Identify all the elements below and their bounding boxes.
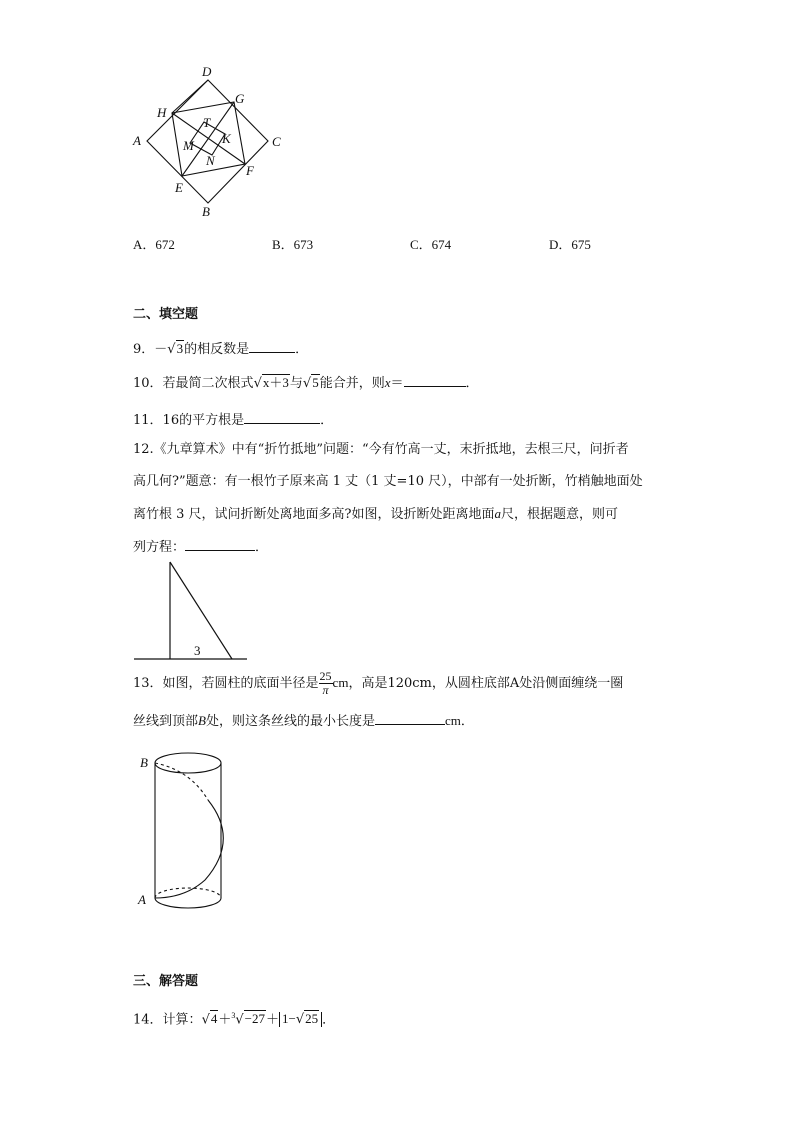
section-heading-answer: 三、解答题 [133,974,199,989]
label-M: M [183,138,194,153]
question-10: 10．若最简二次根式√x＋3与√5能合并，则x＝ ． [133,375,479,391]
question-12-line-1: 12.《九章算术》中有“折竹抵地”问题：“今有竹高一丈，末折抵地，去根三尺，问折者 [133,442,629,457]
label-D: D [202,64,212,79]
label-H: H [157,105,167,120]
question-9: 9．－√3的相反数是 ． [133,341,309,357]
label-B: B [202,204,210,219]
label-G: G [235,91,245,106]
label-B: B [140,755,148,770]
outer-square [147,80,268,203]
question-13-line-2: 丝线到顶部B处，则这条丝线的最小长度是 cm． [133,713,474,729]
question-12-line-4: 列方程： ． [133,537,268,557]
label-N: N [206,153,215,168]
option-a: A．672 [133,237,175,252]
cylinder-figure [132,748,232,913]
label-A: A [138,892,146,907]
option-c: C．674 [410,237,452,252]
question-14: 14．计算：√4＋$^3$√−27＋ 1−√25 ． [133,1011,336,1028]
label-C: C [272,134,281,149]
option-b: B．673 [272,237,314,252]
section-heading-fill-blank: 二、填空题 [133,307,199,322]
label-A: A [133,133,141,148]
base-label-3: 3 [194,643,201,658]
radius-fraction: $\frac{25}{\pi}$ [319,669,332,697]
option-d: D．675 [549,237,591,252]
label-T: T [203,115,211,130]
question-12-line-3: 离竹根 3 尺，试问折断处离地面多高?如图，设折断处距离地面a尺，根据题意，则可 [133,506,619,522]
label-K: K [222,131,231,146]
label-F: F [246,163,254,178]
question-12-line-2: 高几何?”题意：有一根竹子原来高 1 丈（1 丈=10 尺），中部有一处折断，竹梢触地面处 [133,474,643,489]
broken-bamboo-figure [130,556,250,664]
square-geometry-figure [125,60,295,220]
question-13-line-1: 13．如图，若圆柱的底面半径是 $\frac{25}{\pi}$ cm，高是120cm，从圆柱底部A处沿侧面缠绕一圈 [133,669,624,697]
question-11: 11．16的平方根是 ． [133,410,333,430]
label-E: E [175,180,183,195]
